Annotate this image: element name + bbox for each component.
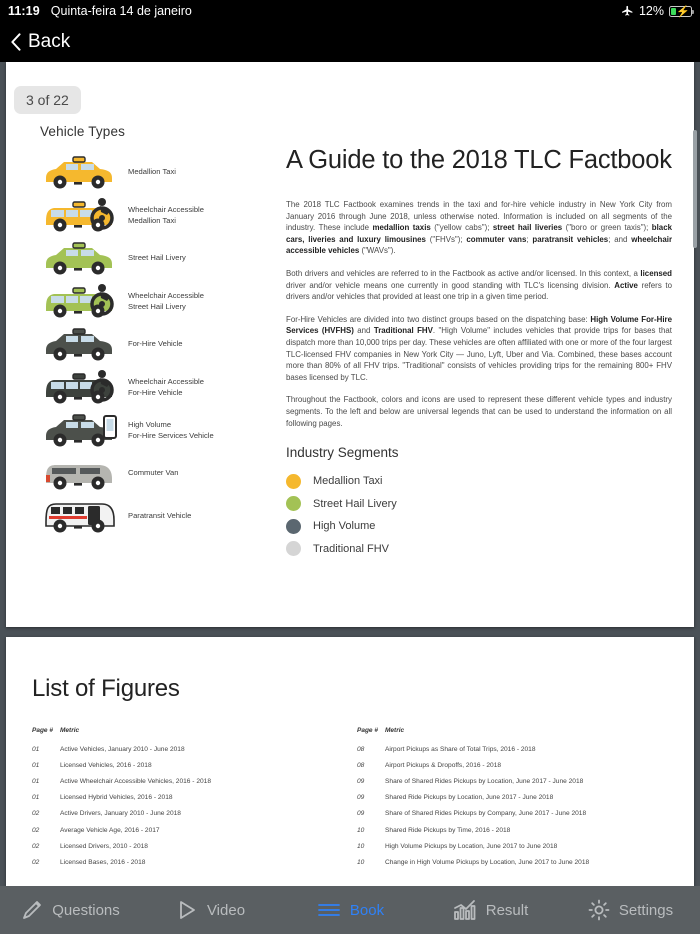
segment-color-dot bbox=[286, 496, 301, 511]
paragraph-1: The 2018 TLC Factbook examines trends in the taxi and for-hire vehicle industry in New York City from January 2016 through June 2018, unless otherwise noted. Information is included on all segments of the industry. These include medallion taxis ("yellow cabs"); street hail liveries ("boro or green taxis"); black cars, liveries and luxury limousines ("FHVs"); commuter vans; paratransit vehicles; and wheelchair accessible vehicles ("WAVs"). bbox=[286, 200, 673, 256]
table-row bbox=[357, 854, 668, 870]
vehicle-type-row bbox=[40, 322, 268, 365]
figure-metric: Licensed Vehicles, 2016 - 2018 bbox=[60, 761, 152, 769]
car-icon bbox=[40, 324, 120, 364]
vehicle-type-row bbox=[40, 408, 268, 451]
figure-page-number: 08 bbox=[357, 745, 365, 753]
vehicle-type-label: Commuter Van bbox=[128, 468, 179, 477]
figure-page-number: 09 bbox=[357, 794, 365, 802]
segment-label: Medallion Taxi bbox=[313, 475, 383, 488]
figure-metric: Change in High Volume Pickups by Location, June 2017 to June 2018 bbox=[385, 858, 590, 866]
figure-metric: Airport Pickups & Dropoffs, 2016 - 2018 bbox=[385, 761, 502, 769]
tab-result[interactable] bbox=[420, 898, 560, 922]
play-triangle-icon bbox=[175, 898, 199, 922]
figure-page-number: 02 bbox=[32, 810, 40, 818]
back-label: Back bbox=[28, 31, 71, 52]
figure-page-number: 02 bbox=[32, 826, 40, 834]
table-row bbox=[357, 757, 668, 773]
column-header-page: Page # bbox=[357, 727, 378, 734]
vehicle-type-row bbox=[40, 494, 268, 537]
vertical-scrollbar[interactable] bbox=[693, 130, 697, 248]
pdf-reader-viewport[interactable] bbox=[0, 62, 700, 886]
van-wheelchair-icon bbox=[40, 281, 120, 321]
segment-color-dot bbox=[286, 474, 301, 489]
table-row bbox=[357, 773, 668, 789]
tab-label: Questions bbox=[52, 901, 120, 919]
document-page-1 bbox=[6, 62, 694, 627]
page-indicator: 3 of 22 bbox=[14, 86, 81, 114]
battery-charging-icon: ⚡ bbox=[669, 6, 692, 17]
van-wheelchair-icon bbox=[40, 367, 120, 407]
figure-page-number: 10 bbox=[357, 858, 365, 866]
status-date: Quinta-feira 14 de janeiro bbox=[50, 4, 192, 18]
table-row bbox=[357, 741, 668, 757]
tab-video[interactable] bbox=[140, 898, 280, 922]
battery-percent: 12% bbox=[638, 4, 664, 18]
figures-table-left bbox=[32, 727, 343, 871]
gear-icon bbox=[587, 898, 611, 922]
table-row bbox=[357, 806, 668, 822]
figure-page-number: 02 bbox=[32, 858, 40, 866]
figure-metric: Licensed Bases, 2016 - 2018 bbox=[60, 858, 146, 866]
vehicle-type-label: High Volume For-Hire Services Vehicle bbox=[128, 419, 214, 440]
van-icon bbox=[40, 453, 120, 493]
vehicle-type-row bbox=[40, 365, 268, 408]
navigation-bar bbox=[0, 22, 700, 62]
vehicle-type-label: Wheelchair Accessible Street Hail Livery bbox=[128, 290, 204, 311]
vehicle-type-row bbox=[40, 193, 268, 236]
segment-label: High Volume bbox=[313, 520, 376, 533]
industry-segments-title: Industry Segments bbox=[286, 445, 399, 461]
tab-questions[interactable] bbox=[0, 898, 140, 922]
tab-label: Settings bbox=[618, 901, 674, 919]
tab-settings[interactable] bbox=[560, 898, 700, 922]
figure-page-number: 09 bbox=[357, 810, 365, 818]
table-row bbox=[357, 790, 668, 806]
segment-color-dot bbox=[286, 519, 301, 534]
document-page-2 bbox=[6, 637, 694, 886]
column-header-metric: Metric bbox=[60, 727, 80, 734]
vehicle-type-row bbox=[40, 150, 268, 193]
segment-color-dot bbox=[286, 541, 301, 556]
table-row bbox=[32, 773, 343, 789]
back-button[interactable] bbox=[10, 31, 70, 53]
industry-segment-row bbox=[286, 493, 672, 516]
document-body bbox=[268, 124, 672, 560]
figure-metric: Active Drivers, January 2010 - June 2018 bbox=[60, 810, 181, 818]
vehicle-type-row bbox=[40, 236, 268, 279]
bar-chart-icon bbox=[452, 898, 478, 922]
status-bar bbox=[0, 0, 700, 22]
vehicle-type-row bbox=[40, 279, 268, 322]
column-header-page: Page # bbox=[32, 727, 53, 734]
figure-metric: Licensed Hybrid Vehicles, 2016 - 2018 bbox=[60, 794, 173, 802]
body-paragraphs bbox=[286, 199, 672, 429]
car-icon bbox=[40, 238, 120, 278]
figure-metric: Share of Shared Rides Pickups by Location, June 2017 - June 2018 bbox=[385, 777, 584, 785]
tab-book[interactable] bbox=[280, 898, 420, 922]
segment-label: Traditional FHV bbox=[313, 542, 390, 555]
car-icon bbox=[40, 152, 120, 192]
figure-metric: Active Vehicles, January 2010 - June 2018 bbox=[60, 745, 185, 753]
vehicle-type-label: Paratransit Vehicle bbox=[128, 511, 192, 520]
paragraph-3: For-Hire Vehicles are divided into two distinct groups based on the dispatching base: High Volume For-Hire Services (HVFHS) and Traditional FHV. "High Volume" includes vehicles that provide trips for bases that dispatch more than 10,000 trips per day. These vehicles are often affiliated with one or more of the four largest TLC-licensed FHV companies in New York City — Juno, Lyft, Uber and Via. Combined, these bases account more than 80% of all FHV trips. "Traditional" consists of vehicles providing trips for the remaining 800+ FHV bases licensed by TLC. bbox=[286, 314, 672, 382]
vehicle-type-label: For-Hire Vehicle bbox=[128, 339, 183, 348]
figure-page-number: 01 bbox=[32, 745, 40, 753]
figure-metric: Shared Ride Pickups by Location, June 2017 - June 2018 bbox=[385, 794, 554, 802]
pencil-icon bbox=[20, 898, 44, 922]
vehicle-type-label: Street Hail Livery bbox=[128, 253, 186, 262]
figure-page-number: 02 bbox=[32, 842, 40, 850]
paragraph-4: Throughout the Factbook, colors and icons are used to represent these different vehicle types and industry segments. To the left and below are universal legends that can be used to understand the information on all following pages. bbox=[286, 395, 672, 428]
table-row bbox=[357, 838, 668, 854]
figure-metric: Airport Pickups as Share of Total Trips, 2016 - 2018 bbox=[385, 745, 536, 753]
bottom-tab-bar bbox=[0, 886, 700, 934]
vehicle-types-title: Vehicle Types bbox=[40, 124, 126, 139]
figure-page-number: 01 bbox=[32, 761, 40, 769]
table-row bbox=[32, 757, 343, 773]
vehicle-type-row bbox=[40, 451, 268, 494]
table-header-row bbox=[357, 727, 668, 741]
vehicle-type-label: Wheelchair Accessible Medallion Taxi bbox=[128, 204, 204, 225]
figure-metric: Average Vehicle Age, 2016 - 2017 bbox=[60, 826, 160, 834]
industry-segments-legend bbox=[286, 470, 672, 560]
tab-label: Result bbox=[485, 901, 529, 919]
figure-metric: Share of Shared Rides Pickups by Company, June 2017 - June 2018 bbox=[385, 810, 587, 818]
figure-metric: Licensed Drivers, 2010 - 2018 bbox=[60, 842, 148, 850]
list-of-figures-title: List of Figures bbox=[32, 675, 180, 702]
status-right-group bbox=[621, 4, 692, 18]
figure-page-number: 01 bbox=[32, 794, 40, 802]
airplane-icon bbox=[621, 5, 634, 18]
tab-label: Book bbox=[349, 901, 385, 919]
book-lines-icon bbox=[316, 898, 342, 922]
tab-label: Video bbox=[206, 901, 246, 919]
vehicle-type-label: Medallion Taxi bbox=[128, 167, 176, 176]
figure-metric: Active Wheelchair Accessible Vehicles, 2016 - 2018 bbox=[60, 777, 212, 785]
bus-icon bbox=[40, 496, 120, 536]
page-separator bbox=[0, 627, 700, 637]
industry-segment-row bbox=[286, 538, 672, 561]
figure-page-number: 10 bbox=[357, 842, 365, 850]
car-phone-icon bbox=[40, 410, 120, 450]
table-row bbox=[32, 822, 343, 838]
chevron-left-icon bbox=[10, 33, 21, 51]
paragraph-2: Both drivers and vehicles are referred to in the Factbook as active and/or licensed. In this context, a licensed driver and/or vehicle means one currently in good standing with TLC's licensing division. Active refers to drivers and/or vehicles that provided at least one trip in a given time period. bbox=[286, 268, 672, 302]
figure-page-number: 09 bbox=[357, 777, 365, 785]
figure-metric: Shared Ride Pickups by Time, 2016 - 2018 bbox=[385, 826, 511, 834]
figure-metric: High Volume Pickups by Location, June 2017 to June 2018 bbox=[385, 842, 558, 850]
figure-page-number: 08 bbox=[357, 761, 365, 769]
table-row bbox=[32, 741, 343, 757]
table-row bbox=[32, 790, 343, 806]
vehicle-type-label: Wheelchair Accessible For-Hire Vehicle bbox=[128, 376, 204, 397]
van-wheelchair-icon bbox=[40, 195, 120, 235]
table-row bbox=[357, 822, 668, 838]
table-row bbox=[32, 838, 343, 854]
figure-page-number: 01 bbox=[32, 777, 40, 785]
figure-page-number: 10 bbox=[357, 826, 365, 834]
status-time: 11:19 bbox=[8, 4, 40, 18]
segment-label: Street Hail Livery bbox=[313, 497, 397, 510]
table-row bbox=[32, 854, 343, 870]
vehicle-types-legend bbox=[28, 124, 268, 560]
page-title: A Guide to the 2018 TLC Factbook bbox=[286, 146, 672, 174]
table-row bbox=[32, 806, 343, 822]
column-header-metric: Metric bbox=[385, 727, 405, 734]
industry-segment-row bbox=[286, 470, 672, 493]
figures-table-right bbox=[357, 727, 668, 871]
industry-segment-row bbox=[286, 515, 672, 538]
table-header-row bbox=[32, 727, 343, 741]
